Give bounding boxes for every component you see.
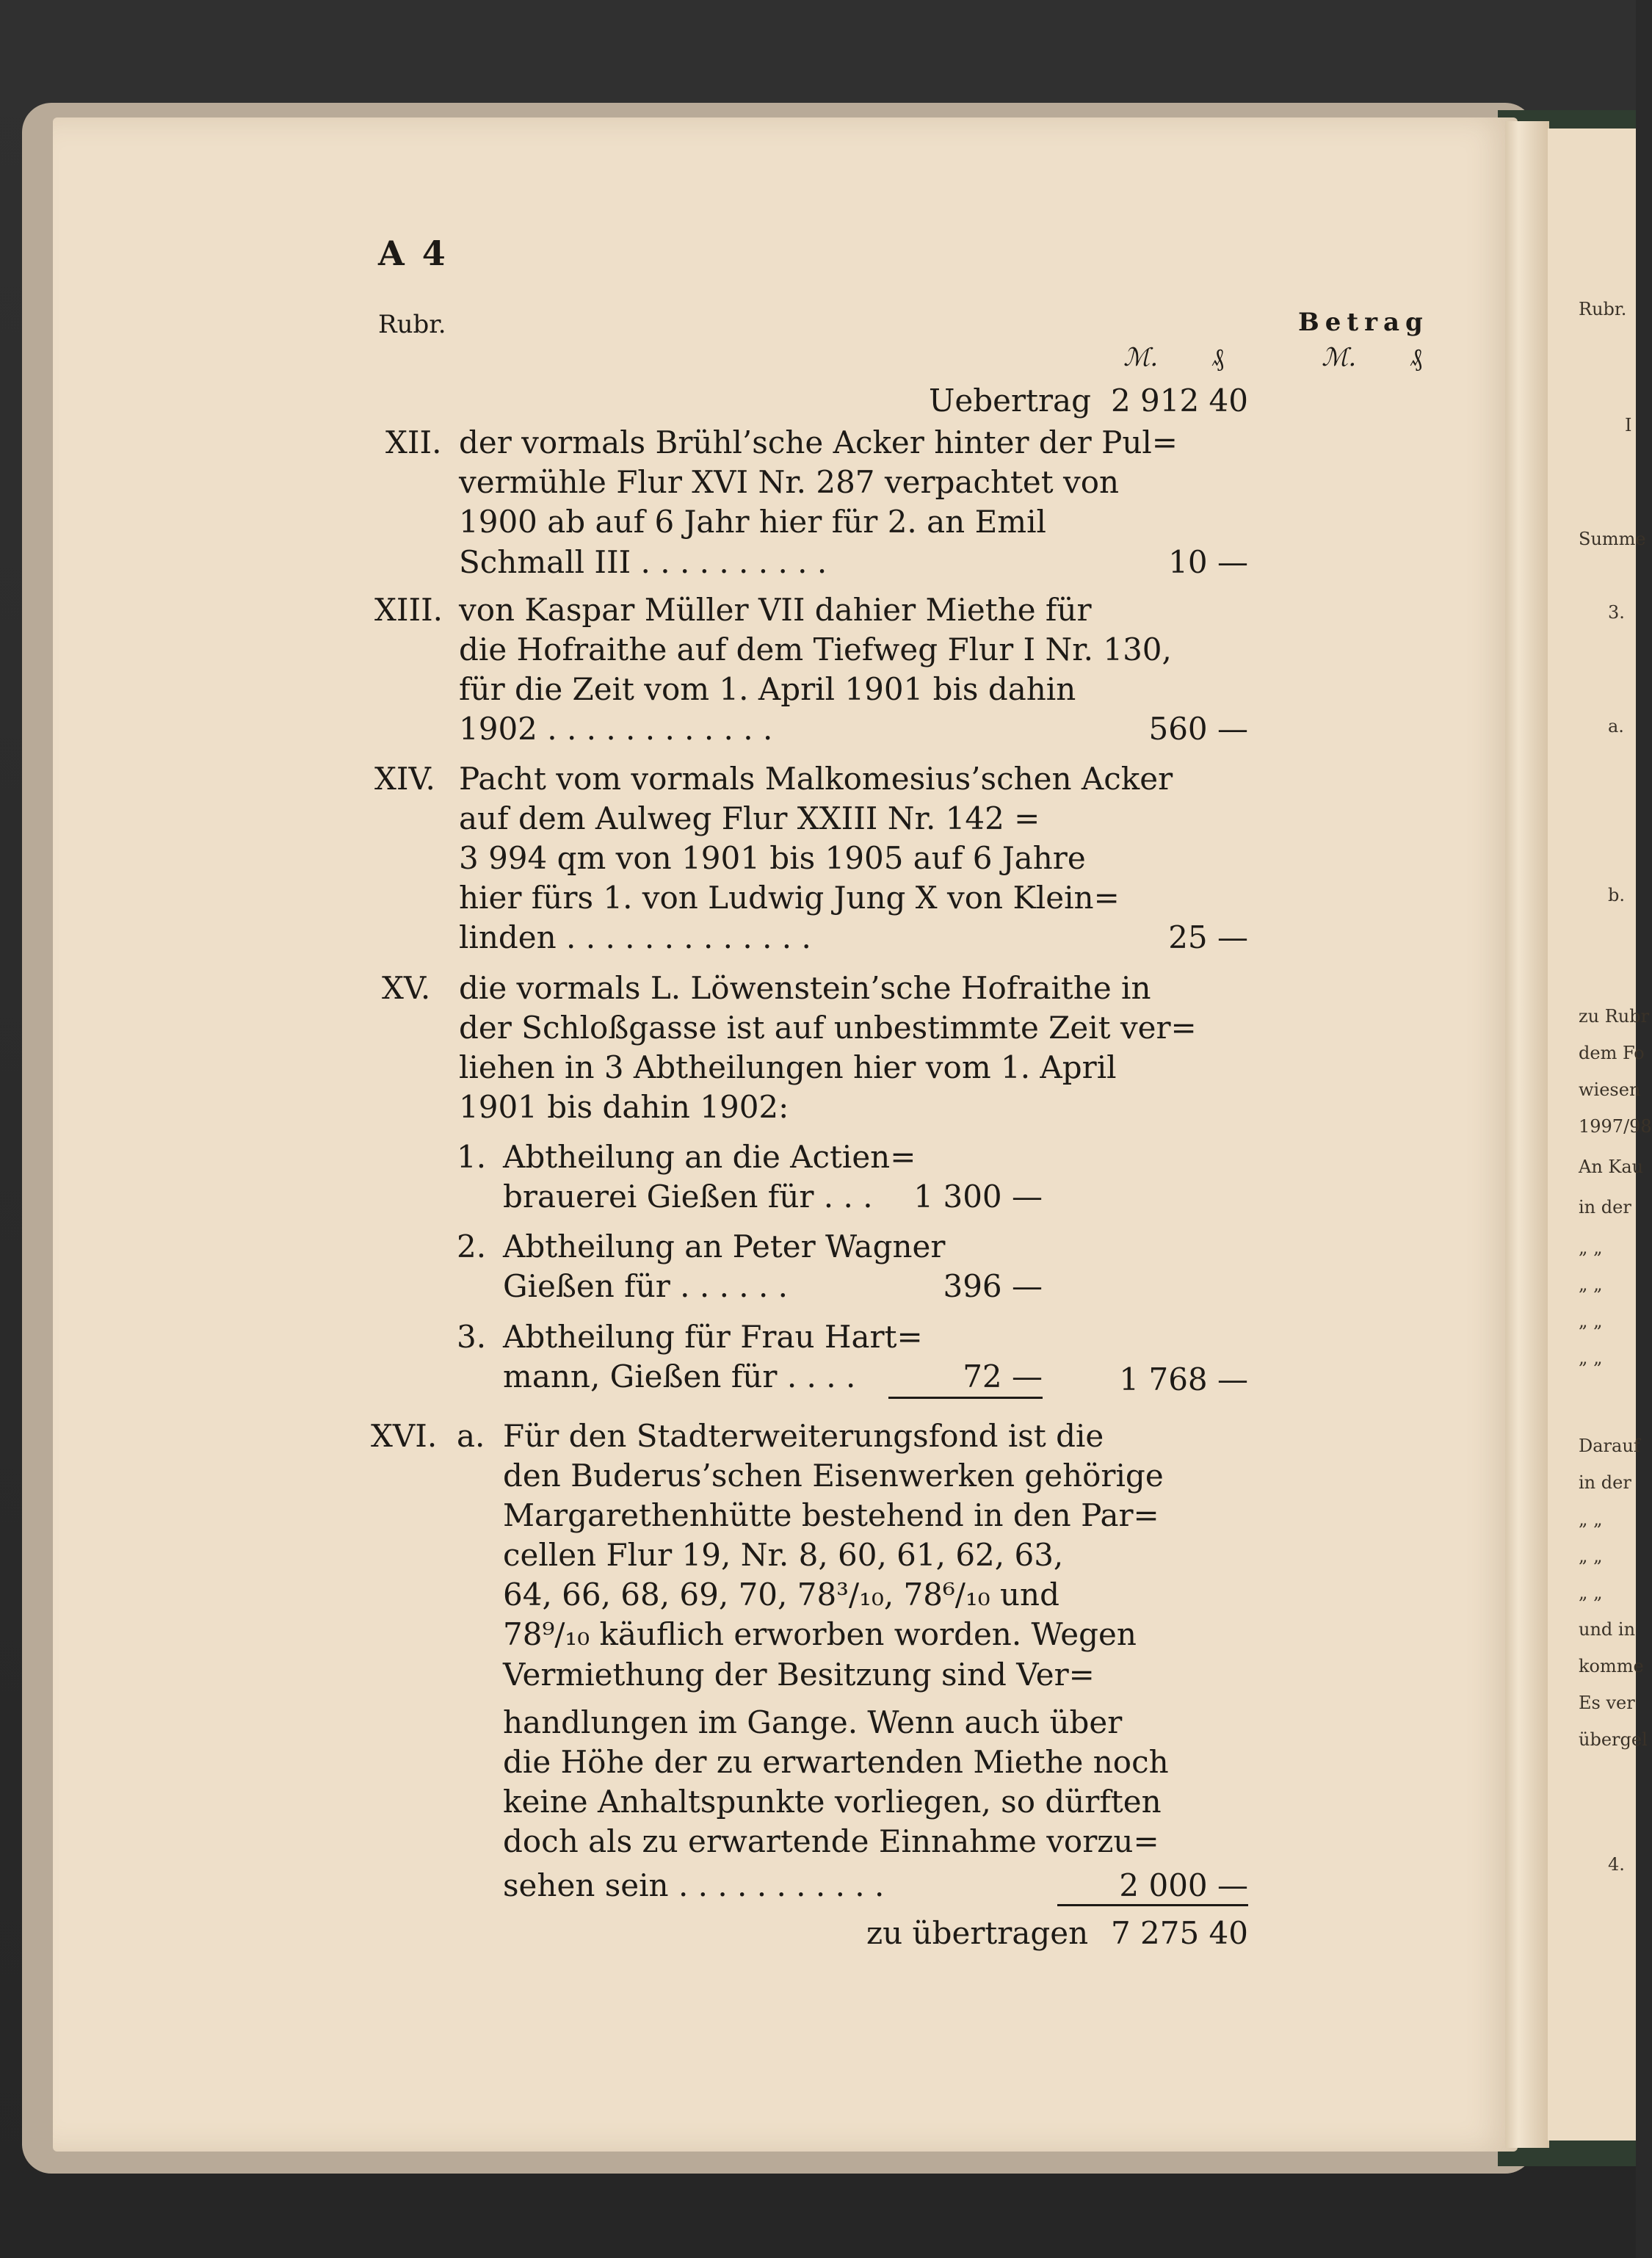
entry-line: der Schloßgasse ist auf unbestimmte Zeit ver= xyxy=(459,1010,1197,1046)
entry-line: 1902 . . . . . . . . . . . . xyxy=(459,711,773,747)
next-page-fragment: „ „ xyxy=(1579,1546,1603,1566)
next-page-fragment: Es ver xyxy=(1579,1693,1635,1713)
sub-line: brauerei Gießen für . . . xyxy=(503,1179,873,1215)
entry-line: Für den Stadterweiterungsfond ist die xyxy=(503,1418,1104,1454)
rubr-number: XV. xyxy=(382,970,431,1006)
next-page-fragment: Summe xyxy=(1579,529,1646,549)
next-page-fragment: Rubr. xyxy=(1579,299,1627,319)
mark-pf-col1: ₰ xyxy=(1211,343,1224,372)
mark-pf-col2: ₰ xyxy=(1410,343,1422,372)
rubr-number: XII. xyxy=(385,424,442,460)
sub-line: mann, Gießen für . . . . xyxy=(503,1358,856,1394)
next-page-fragment: „ „ xyxy=(1579,1582,1603,1603)
sub-number: 2. xyxy=(457,1228,487,1264)
entry-amount: 2 000 — xyxy=(1119,1867,1248,1903)
rubr-number: XIV. xyxy=(374,761,435,797)
entry-line: linden . . . . . . . . . . . . . xyxy=(459,919,811,955)
sub-line: Abtheilung für Frau Hart= xyxy=(503,1319,923,1355)
rubr-number: XVI. xyxy=(371,1418,438,1454)
next-page-fragment: wiesen xyxy=(1579,1079,1641,1100)
next-page-fragment: dem Fo xyxy=(1579,1043,1645,1063)
entry-line: cellen Flur 19, Nr. 8, 60, 61, 62, 63, xyxy=(503,1537,1064,1573)
next-page-fragment: 3. xyxy=(1608,602,1625,623)
sub-number: 1. xyxy=(457,1139,487,1175)
next-page-fragment: komme xyxy=(1579,1656,1644,1676)
entry-line: Vermiethung der Besitzung sind Ver= xyxy=(503,1657,1095,1693)
entry-amount: 1 768 — xyxy=(1119,1361,1248,1397)
entry-amount: 25 — xyxy=(1168,919,1248,955)
rubr-header: Rubr. xyxy=(378,310,446,339)
entry-line: hier fürs 1. von Ludwig Jung X von Klein= xyxy=(459,880,1120,916)
entry-line: Pacht vom vormals Malkomesius’schen Acker xyxy=(459,761,1173,797)
next-page-fragment: und in xyxy=(1579,1619,1636,1640)
next-page-fragment: „ „ xyxy=(1579,1509,1603,1530)
entry-line: auf dem Aulweg Flur XXIII Nr. 142 = xyxy=(459,800,1040,836)
entry-line: 1900 ab auf 6 Jahr hier für 2. an Emil xyxy=(459,504,1046,540)
entry-line: 78⁹/₁₀ käuflich erworben worden. Wegen xyxy=(503,1616,1137,1652)
uebertrag-value: 2 912 40 xyxy=(1110,383,1248,419)
next-page-fragment: „ „ xyxy=(1579,1311,1603,1331)
next-page-fragment: 4. xyxy=(1608,1854,1625,1875)
entry-line: doch als zu erwartende Einnahme vorzu= xyxy=(503,1823,1159,1859)
total-rule xyxy=(1057,1904,1248,1906)
entry-line: keine Anhaltspunkte vorliegen, so dürften xyxy=(503,1784,1162,1820)
entry-line: 64, 66, 68, 69, 70, 78³/₁₀, 78⁶/₁₀ und xyxy=(503,1577,1059,1613)
entry-line: den Buderus’schen Eisenwerken gehörige xyxy=(503,1458,1164,1494)
sub-line: Gießen für . . . . . . xyxy=(503,1268,789,1304)
next-page-fragment: in der xyxy=(1579,1197,1631,1217)
next-page-fragment: An Kau xyxy=(1579,1157,1644,1177)
rubr-number: XIII. xyxy=(374,592,443,628)
uebertrag-label: Uebertrag xyxy=(929,383,1091,419)
next-page-fragment: „ „ xyxy=(1579,1237,1603,1258)
page-label: A 4 xyxy=(378,234,449,273)
entry-line: 3 994 qm von 1901 bis 1905 auf 6 Jahre xyxy=(459,840,1086,876)
page-gutter xyxy=(1505,121,1549,2148)
next-page-fragment: übergel xyxy=(1579,1729,1648,1750)
sub-amount: 72 — xyxy=(963,1358,1043,1394)
entry-line: Schmall III . . . . . . . . . . xyxy=(459,544,827,580)
next-page-fragment: 1997/98 xyxy=(1579,1116,1652,1137)
next-page-fragment: „ „ xyxy=(1579,1347,1603,1368)
next-page-fragment: b. xyxy=(1608,885,1625,905)
next-page-fragment: zu Rubr xyxy=(1579,1006,1650,1027)
carry-value: 7 275 40 xyxy=(1110,1915,1248,1951)
entry-line: sehen sein . . . . . . . . . . . xyxy=(503,1867,885,1903)
betrag-header: Betrag xyxy=(1298,308,1429,337)
sub-number: 3. xyxy=(457,1319,487,1355)
entry-line: für die Zeit vom 1. April 1901 bis dahin xyxy=(459,671,1076,707)
next-page-fragment: I xyxy=(1625,415,1632,435)
sub-amount: 396 — xyxy=(943,1268,1043,1304)
next-page-fragment: a. xyxy=(1608,716,1624,737)
entry-line: die vormals L. Löwenstein’sche Hofraithe in xyxy=(459,970,1151,1006)
next-page-fragment: in der xyxy=(1579,1472,1631,1493)
entry-amount: 10 — xyxy=(1168,544,1248,580)
subtotal-rule xyxy=(888,1397,1043,1399)
entry-line: die Hofraithe auf dem Tiefweg Flur I Nr. 130, xyxy=(459,632,1172,667)
entry-line: der vormals Brühl’sche Acker hinter der Pul= xyxy=(459,424,1178,460)
entry-line: 1901 bis dahin 1902: xyxy=(459,1089,789,1125)
next-page-fragment: Darauf xyxy=(1579,1436,1640,1456)
entry-line: die Höhe der zu erwartenden Miethe noch xyxy=(503,1744,1169,1780)
mark-unit-col1: ℳ. xyxy=(1123,343,1159,372)
next-page-fragment: „ „ xyxy=(1579,1274,1603,1295)
carry-label: zu übertragen xyxy=(866,1915,1089,1951)
entry-line: vermühle Flur XVI Nr. 287 verpachtet von xyxy=(459,464,1120,500)
sub-line: Abtheilung an die Actien= xyxy=(503,1139,916,1175)
sub-line: Abtheilung an Peter Wagner xyxy=(503,1228,946,1264)
next-page-sliver xyxy=(1548,129,1652,2141)
entry-line: von Kaspar Müller VII dahier Miethe für xyxy=(459,592,1092,628)
entry-marker: a. xyxy=(457,1418,485,1454)
sub-amount: 1 300 — xyxy=(913,1179,1043,1215)
mark-unit-col2: ℳ. xyxy=(1322,343,1357,372)
entry-line: handlungen im Gange. Wenn auch über xyxy=(503,1704,1123,1740)
entry-line: Margarethenhütte bestehend in den Par= xyxy=(503,1497,1159,1533)
entry-line: liehen in 3 Abtheilungen hier vom 1. April xyxy=(459,1049,1117,1085)
entry-amount: 560 — xyxy=(1148,711,1248,747)
